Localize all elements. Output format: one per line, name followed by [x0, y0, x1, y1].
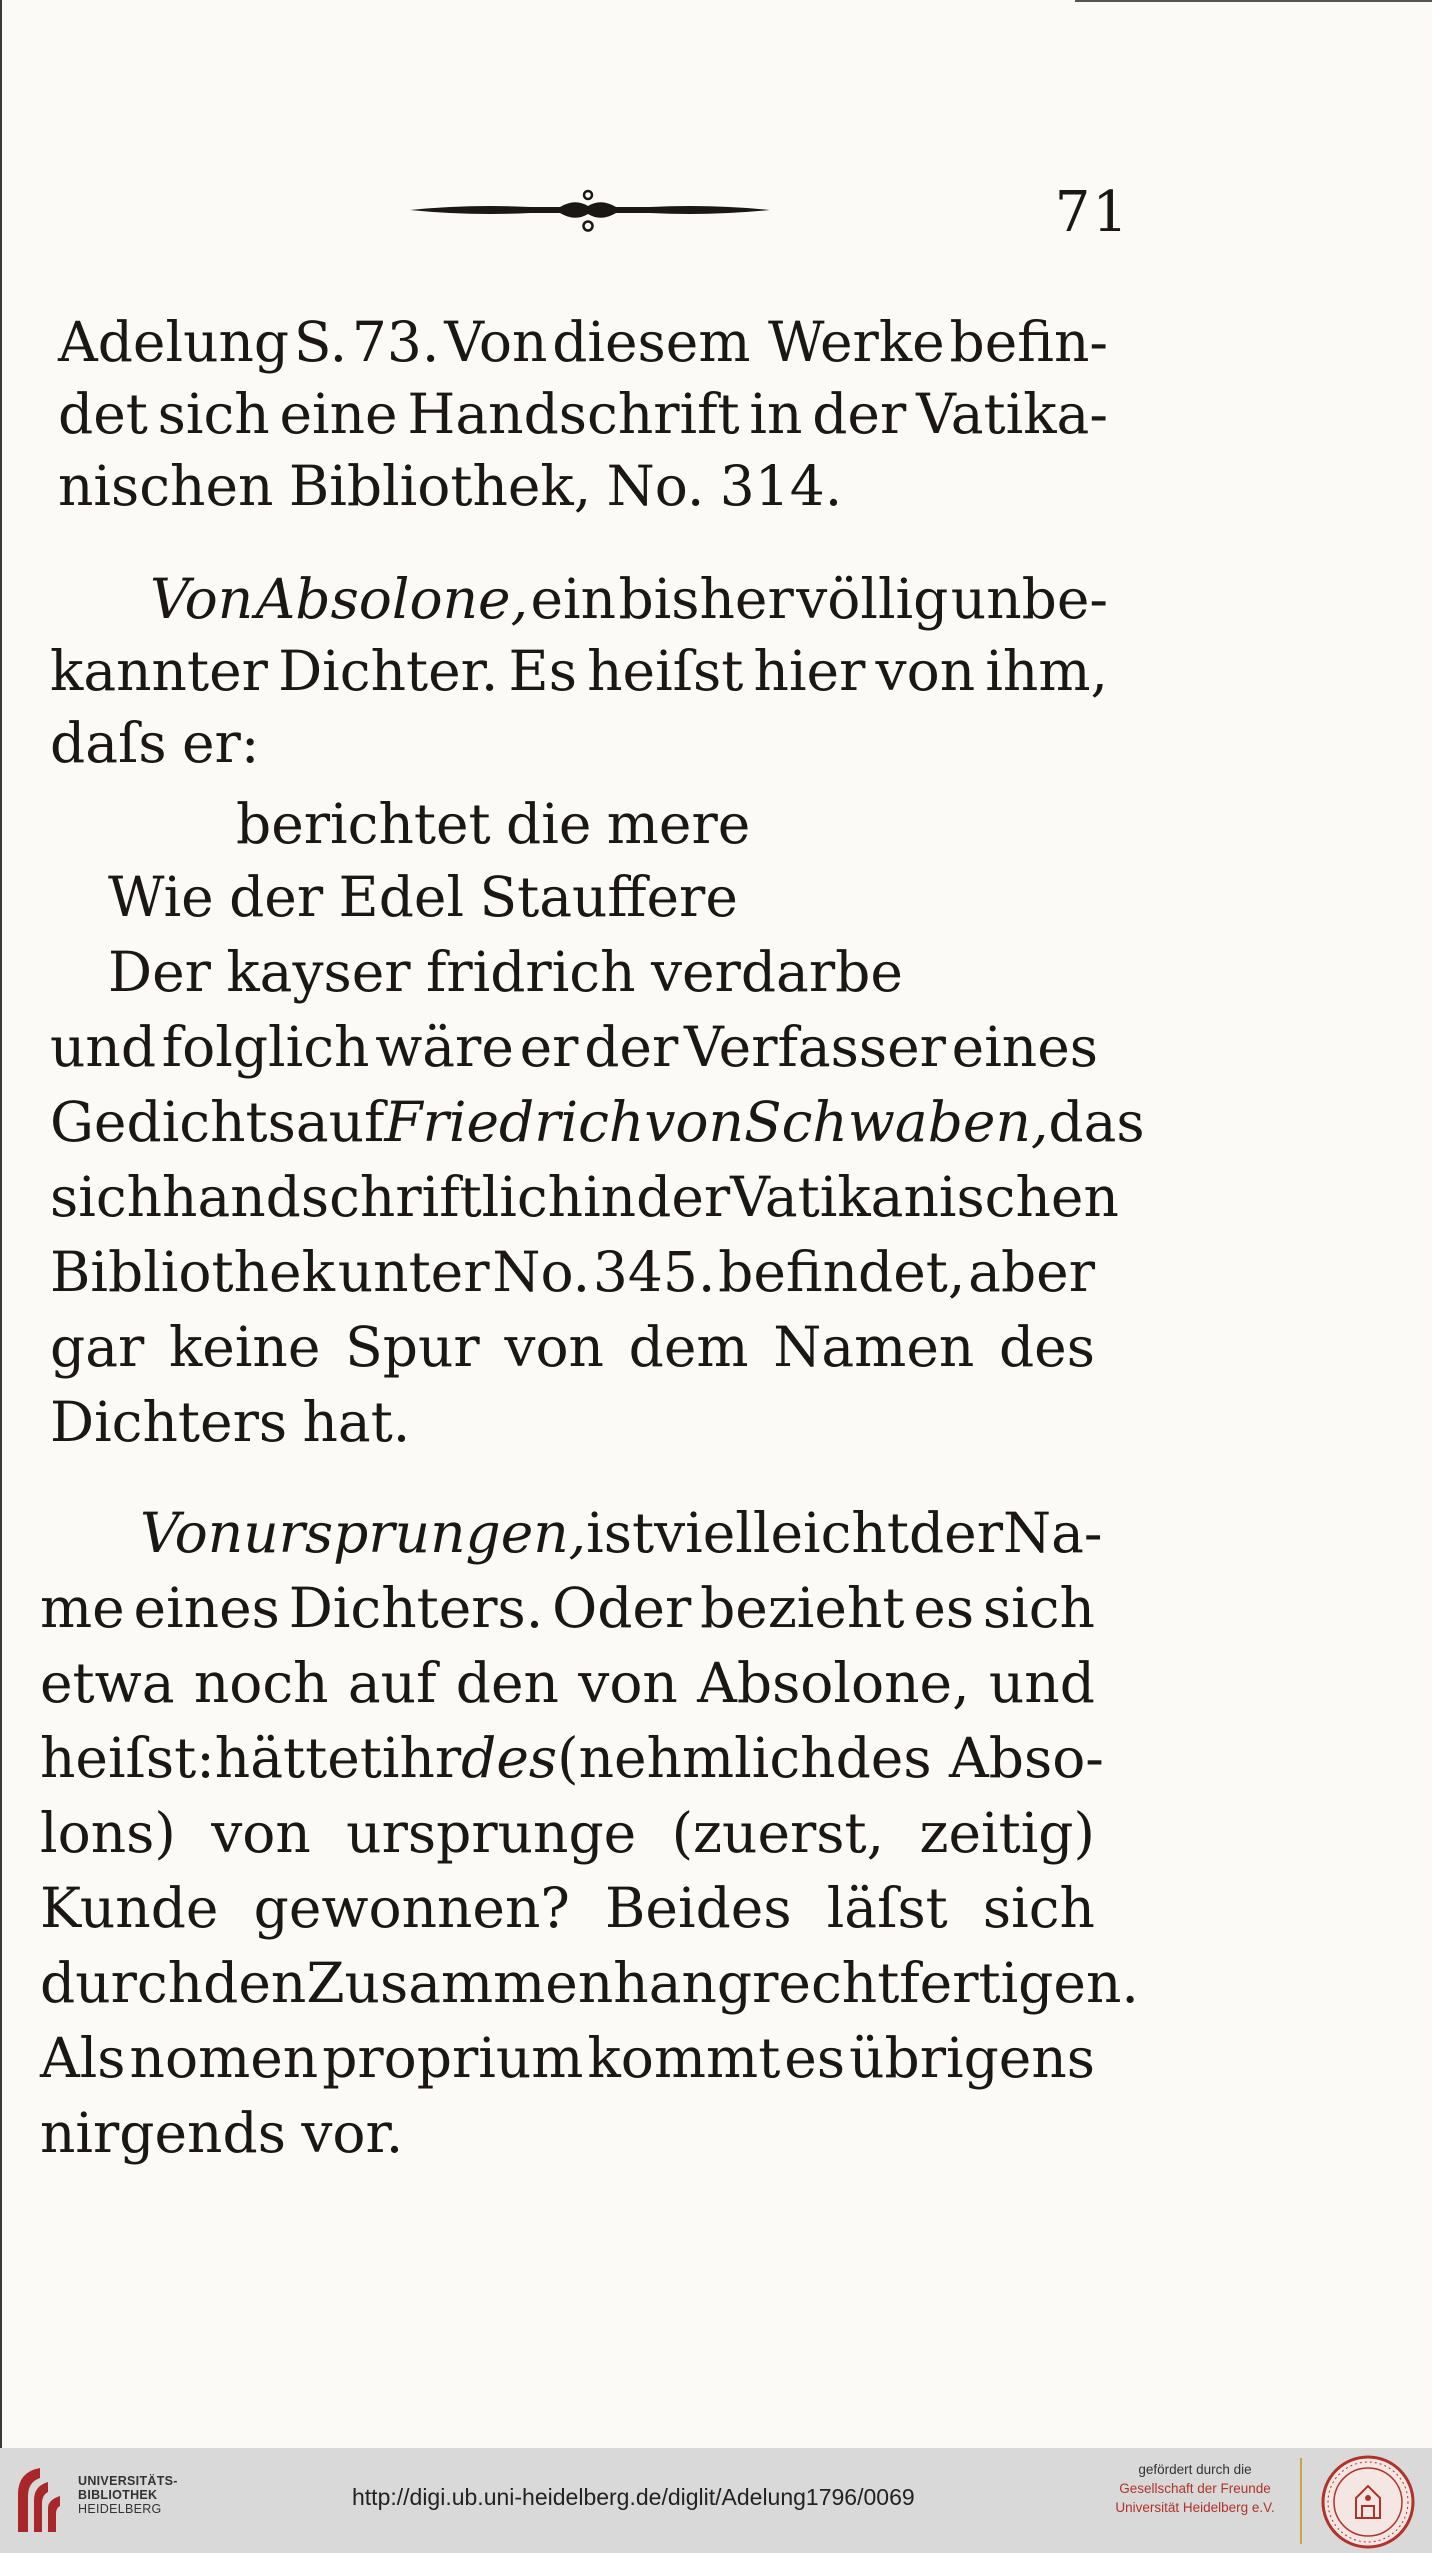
word: und	[988, 1651, 1095, 1715]
word: sich	[982, 1876, 1095, 1940]
word: Als	[40, 2026, 126, 2090]
word: kayser	[226, 940, 411, 1004]
word: eines	[133, 1576, 280, 1640]
word: zeitig)	[919, 1801, 1095, 1865]
word: von	[504, 1315, 604, 1379]
word: hättet	[214, 1726, 382, 1790]
word: ihr	[381, 1726, 462, 1790]
word: wäre	[375, 1015, 514, 1079]
word: befindet,	[718, 1240, 966, 1304]
word: Dichters	[50, 1390, 288, 1454]
word: des	[461, 1726, 558, 1790]
word: Kunde	[40, 1876, 219, 1940]
word: Schwaben,	[743, 1090, 1049, 1154]
word: Vatikanischen	[730, 1165, 1119, 1229]
word: der	[812, 382, 907, 446]
word: Handschrift	[407, 382, 740, 446]
footer-divider	[1300, 2458, 1302, 2544]
text-line	[40, 1574, 1095, 1642]
word: Bibliothek	[50, 1240, 335, 1304]
word: dem	[628, 1315, 749, 1379]
word: noch	[193, 1651, 329, 1715]
word: der	[636, 1165, 731, 1229]
word: Wie	[108, 865, 214, 929]
word: völlig	[796, 567, 949, 631]
word: von	[211, 1801, 311, 1865]
word: hat.	[302, 1390, 411, 1454]
word: Dichter.	[278, 639, 499, 703]
word: Oder	[552, 1576, 692, 1640]
word: Verfasser	[683, 1015, 946, 1079]
word: nirgends	[40, 2101, 286, 2165]
word: von	[644, 1090, 744, 1154]
word: ihm,	[985, 639, 1108, 703]
word: Es	[508, 639, 577, 703]
word: den	[455, 1651, 559, 1715]
word: kommt	[587, 2026, 781, 2090]
word: nomen	[129, 2026, 319, 2090]
text-line	[50, 1313, 1095, 1381]
word: auf	[347, 1651, 437, 1715]
word: in	[749, 382, 803, 446]
word: Gedichts	[50, 1090, 296, 1154]
word: Der	[108, 940, 211, 1004]
word: aber	[968, 1240, 1095, 1304]
word: bisher	[618, 567, 794, 631]
word: det	[58, 382, 148, 446]
word: diesem Werke	[552, 310, 945, 374]
text-line	[50, 1088, 1145, 1156]
word: S.	[293, 310, 348, 374]
word: verdarbe	[650, 940, 903, 1004]
word: läſst	[826, 1876, 948, 1940]
word: Dichters.	[288, 1576, 544, 1640]
sponsor-line1: Gesellschaft der Freunde	[1119, 2481, 1271, 2496]
text-line	[50, 1163, 1119, 1231]
text-line	[50, 1013, 1098, 1081]
library-name-line2: BIBLIOTHEK	[78, 2488, 158, 2502]
word: No.	[492, 1240, 591, 1304]
text-line	[58, 308, 1108, 376]
page-number: 71	[1054, 180, 1130, 245]
page-url-link[interactable]: http://digi.ub.uni-heidelberg.de/diglit/Adelung1796/0069	[352, 2484, 915, 2510]
word: unbe-	[950, 567, 1108, 631]
word: sich	[982, 1576, 1095, 1640]
word: Vatika-	[916, 382, 1108, 446]
text-line	[50, 637, 1108, 705]
word: berichtet	[236, 792, 491, 856]
word: heiſst:	[40, 1726, 215, 1790]
ornament-rule	[410, 186, 770, 238]
word: ist	[586, 1501, 655, 1565]
word: durch	[40, 1951, 204, 2015]
word: der	[229, 865, 324, 929]
word: sich	[157, 382, 270, 446]
word: me	[40, 1576, 125, 1640]
text-line	[58, 380, 1108, 448]
word: daſs	[50, 711, 167, 775]
sponsor-line2: Universität Heidelberg e.V.	[1115, 2500, 1275, 2515]
word: eine	[279, 382, 398, 446]
text-line	[40, 2024, 1095, 2092]
text-line	[50, 1388, 410, 1456]
word: und	[50, 1015, 157, 1079]
word: unter	[337, 1240, 490, 1304]
word: nischen	[58, 454, 274, 518]
word: gar	[50, 1315, 145, 1379]
word: Zusammenhang	[306, 1951, 753, 2015]
word: den	[203, 1951, 307, 2015]
word: sich	[50, 1165, 163, 1229]
word: 314.	[719, 454, 843, 518]
word: fridrich	[425, 940, 636, 1004]
word: Von	[150, 567, 254, 631]
sponsor-credit	[1100, 2460, 1290, 2517]
word: vor.	[301, 2101, 404, 2165]
word: von	[578, 1651, 678, 1715]
sponsor-intro: gefördert durch die	[1138, 2462, 1252, 2477]
word: Bibliothek,	[288, 454, 592, 518]
word: der	[908, 1501, 1004, 1565]
word: übrigens	[849, 2026, 1095, 2090]
word: von	[875, 639, 976, 703]
word: handschriftlich	[162, 1165, 584, 1229]
text-line	[40, 1874, 1095, 1942]
text-line	[50, 1238, 1095, 1306]
word: Absolone,	[255, 567, 529, 631]
word: Spur	[345, 1315, 480, 1379]
text-line	[40, 1649, 1095, 1717]
word: 73.	[351, 310, 440, 374]
word: Von	[140, 1501, 244, 1565]
word: des	[998, 1315, 1095, 1379]
word: es	[784, 2026, 846, 2090]
text-line	[58, 452, 842, 520]
word: Namen	[773, 1315, 975, 1379]
text-line	[40, 2099, 403, 2167]
word: ein	[530, 567, 617, 631]
word: das	[1048, 1090, 1145, 1154]
word: auf	[295, 1090, 385, 1154]
word: Beides	[605, 1876, 792, 1940]
library-name	[78, 2474, 178, 2516]
word: kannter	[50, 639, 268, 703]
word: keine	[168, 1315, 321, 1379]
word: (zuerst,	[671, 1801, 885, 1865]
footer-bar	[0, 2448, 1432, 2553]
word: ursprunge	[346, 1801, 637, 1865]
text-line	[40, 1949, 1139, 2017]
word: No.	[606, 454, 705, 518]
library-logo-icon	[14, 2464, 66, 2536]
word: der	[584, 1015, 679, 1079]
text-line	[40, 1799, 1095, 1867]
word: Absolone,	[697, 1651, 970, 1715]
word: hier	[753, 639, 866, 703]
text-line	[108, 938, 903, 1006]
word: rechtfertigen.	[752, 1951, 1139, 2015]
word: Adelung	[58, 310, 290, 374]
word: er	[519, 1015, 579, 1079]
word: Friedrich	[384, 1090, 645, 1154]
word: proprium	[322, 2026, 584, 2090]
word: bezieht	[700, 1576, 905, 1640]
word: in	[583, 1165, 637, 1229]
word: er:	[181, 711, 260, 775]
word: ursprungen,	[243, 1501, 587, 1565]
text-line	[236, 790, 750, 858]
word: die	[506, 792, 592, 856]
word: mere	[606, 792, 751, 856]
text-line	[50, 709, 259, 777]
text-line	[140, 1499, 1103, 1567]
page-edge	[0, 0, 2, 2448]
library-name-line3: HEIDELBERG	[78, 2502, 162, 2516]
text-line	[108, 863, 738, 931]
word: Von	[444, 310, 548, 374]
university-seal-icon	[1320, 2454, 1416, 2550]
word: eines	[951, 1015, 1098, 1079]
word: vielleicht	[654, 1501, 909, 1565]
word: Stauffere	[479, 865, 738, 929]
word: des Abso-	[835, 1726, 1104, 1790]
word: Na-	[1003, 1501, 1103, 1565]
text-line	[40, 1724, 1104, 1792]
word: lons)	[40, 1801, 176, 1865]
library-name-line1: UNIVERSITÄTS-	[78, 2474, 178, 2488]
word: heiſst	[587, 639, 744, 703]
top-rule	[1075, 0, 1432, 2]
word: 345.	[592, 1240, 716, 1304]
text-line	[150, 565, 1108, 633]
word: folglich	[161, 1015, 370, 1079]
word: es	[913, 1576, 975, 1640]
word: etwa	[40, 1651, 175, 1715]
word: gewonnen?	[253, 1876, 570, 1940]
word: befin-	[949, 310, 1108, 374]
word: (nehmlich	[557, 1726, 836, 1790]
word: Edel	[338, 865, 465, 929]
